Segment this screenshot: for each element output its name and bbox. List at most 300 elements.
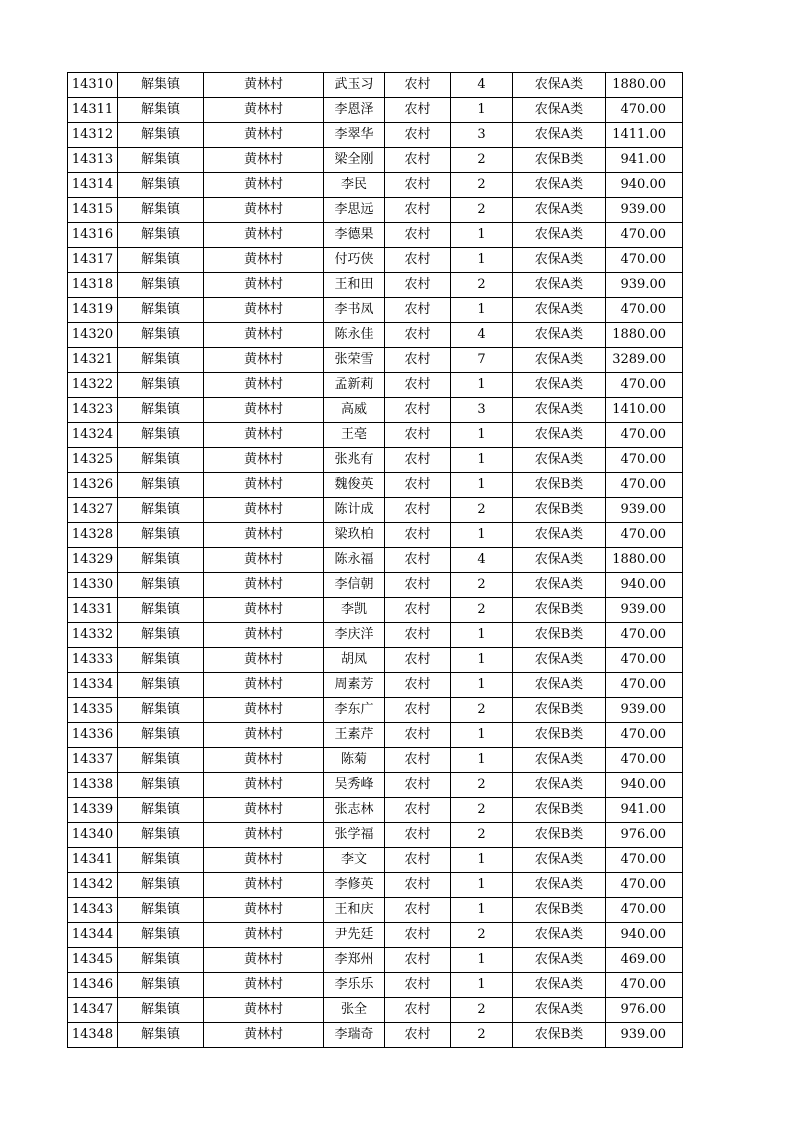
- cell-town: 解集镇: [118, 823, 204, 848]
- cell-count: 3: [451, 123, 513, 148]
- table-row: [68, 448, 683, 473]
- cell-amount: 1880.00: [606, 73, 683, 98]
- cell-town: 解集镇: [118, 373, 204, 398]
- cell-name: 李信朝: [324, 573, 385, 598]
- cell-town: 解集镇: [118, 973, 204, 998]
- cell-category: 农保A类: [513, 673, 606, 698]
- cell-amount: 1410.00: [606, 398, 683, 423]
- cell-count: 1: [451, 473, 513, 498]
- cell-amount: 940.00: [606, 573, 683, 598]
- cell-category: 农保A类: [513, 348, 606, 373]
- cell-id: 14319: [68, 298, 118, 323]
- cell-name: 李德果: [324, 223, 385, 248]
- table-row: [68, 98, 683, 123]
- cell-count: 2: [451, 773, 513, 798]
- cell-amount: 939.00: [606, 1023, 683, 1048]
- cell-town: 解集镇: [118, 348, 204, 373]
- cell-category: 农保A类: [513, 423, 606, 448]
- cell-name: 李文: [324, 848, 385, 873]
- cell-name: 李东广: [324, 698, 385, 723]
- cell-name: 王素芹: [324, 723, 385, 748]
- cell-name: 李恩泽: [324, 98, 385, 123]
- cell-category: 农保A类: [513, 398, 606, 423]
- cell-town: 解集镇: [118, 623, 204, 648]
- cell-amount: 470.00: [606, 98, 683, 123]
- cell-village: 黄林村: [204, 773, 324, 798]
- cell-village: 黄林村: [204, 573, 324, 598]
- table-row: [68, 748, 683, 773]
- cell-type: 农村: [385, 423, 451, 448]
- cell-amount: 939.00: [606, 198, 683, 223]
- cell-amount: 470.00: [606, 723, 683, 748]
- cell-amount: 940.00: [606, 773, 683, 798]
- cell-type: 农村: [385, 123, 451, 148]
- cell-count: 3: [451, 398, 513, 423]
- cell-amount: 470.00: [606, 473, 683, 498]
- cell-name: 付巧侠: [324, 248, 385, 273]
- cell-town: 解集镇: [118, 123, 204, 148]
- cell-count: 1: [451, 448, 513, 473]
- cell-id: 14329: [68, 548, 118, 573]
- cell-category: 农保A类: [513, 573, 606, 598]
- cell-count: 7: [451, 348, 513, 373]
- cell-id: 14321: [68, 348, 118, 373]
- cell-amount: 470.00: [606, 748, 683, 773]
- cell-village: 黄林村: [204, 273, 324, 298]
- cell-name: 李民: [324, 173, 385, 198]
- cell-town: 解集镇: [118, 448, 204, 473]
- cell-town: 解集镇: [118, 673, 204, 698]
- cell-type: 农村: [385, 598, 451, 623]
- cell-town: 解集镇: [118, 223, 204, 248]
- cell-village: 黄林村: [204, 723, 324, 748]
- cell-id: 14338: [68, 773, 118, 798]
- cell-id: 14348: [68, 1023, 118, 1048]
- cell-type: 农村: [385, 823, 451, 848]
- cell-town: 解集镇: [118, 898, 204, 923]
- cell-type: 农村: [385, 498, 451, 523]
- table-row: [68, 198, 683, 223]
- cell-name: 李乐乐: [324, 973, 385, 998]
- cell-id: 14328: [68, 523, 118, 548]
- cell-name: 陈永佳: [324, 323, 385, 348]
- table-row: [68, 723, 683, 748]
- cell-id: 14311: [68, 98, 118, 123]
- cell-id: 14336: [68, 723, 118, 748]
- cell-village: 黄林村: [204, 948, 324, 973]
- cell-name: 李思远: [324, 198, 385, 223]
- cell-town: 解集镇: [118, 298, 204, 323]
- cell-town: 解集镇: [118, 948, 204, 973]
- cell-type: 农村: [385, 648, 451, 673]
- cell-village: 黄林村: [204, 373, 324, 398]
- cell-type: 农村: [385, 398, 451, 423]
- cell-type: 农村: [385, 798, 451, 823]
- cell-village: 黄林村: [204, 523, 324, 548]
- cell-id: 14339: [68, 798, 118, 823]
- cell-id: 14317: [68, 248, 118, 273]
- cell-type: 农村: [385, 773, 451, 798]
- table-row: [68, 898, 683, 923]
- cell-amount: 470.00: [606, 373, 683, 398]
- cell-amount: 1411.00: [606, 123, 683, 148]
- cell-amount: 1880.00: [606, 548, 683, 573]
- cell-amount: 469.00: [606, 948, 683, 973]
- cell-id: 14340: [68, 823, 118, 848]
- cell-category: 农保A类: [513, 748, 606, 773]
- cell-type: 农村: [385, 273, 451, 298]
- cell-id: 14323: [68, 398, 118, 423]
- cell-type: 农村: [385, 873, 451, 898]
- cell-id: 14343: [68, 898, 118, 923]
- cell-id: 14331: [68, 598, 118, 623]
- table-row: [68, 873, 683, 898]
- cell-category: 农保A类: [513, 873, 606, 898]
- cell-amount: 470.00: [606, 248, 683, 273]
- cell-id: 14346: [68, 973, 118, 998]
- cell-id: 14341: [68, 848, 118, 873]
- table-row: [68, 598, 683, 623]
- table-row: [68, 998, 683, 1023]
- cell-category: 农保A类: [513, 298, 606, 323]
- table-row: [68, 123, 683, 148]
- cell-town: 解集镇: [118, 723, 204, 748]
- cell-count: 2: [451, 273, 513, 298]
- cell-count: 1: [451, 223, 513, 248]
- table-body: [68, 73, 683, 1048]
- cell-town: 解集镇: [118, 848, 204, 873]
- cell-town: 解集镇: [118, 148, 204, 173]
- cell-category: 农保B类: [513, 598, 606, 623]
- cell-town: 解集镇: [118, 523, 204, 548]
- table-row: [68, 623, 683, 648]
- cell-category: 农保B类: [513, 473, 606, 498]
- cell-category: 农保B类: [513, 898, 606, 923]
- cell-category: 农保A类: [513, 323, 606, 348]
- cell-village: 黄林村: [204, 798, 324, 823]
- cell-name: 李庆洋: [324, 623, 385, 648]
- cell-amount: 470.00: [606, 448, 683, 473]
- cell-village: 黄林村: [204, 548, 324, 573]
- cell-category: 农保A类: [513, 198, 606, 223]
- cell-count: 1: [451, 848, 513, 873]
- cell-type: 农村: [385, 73, 451, 98]
- cell-name: 王亳: [324, 423, 385, 448]
- cell-count: 1: [451, 748, 513, 773]
- cell-count: 4: [451, 73, 513, 98]
- cell-name: 王和田: [324, 273, 385, 298]
- cell-type: 农村: [385, 173, 451, 198]
- cell-count: 1: [451, 373, 513, 398]
- table-row: [68, 773, 683, 798]
- cell-amount: 941.00: [606, 148, 683, 173]
- table-row: [68, 973, 683, 998]
- cell-count: 2: [451, 998, 513, 1023]
- cell-name: 李凯: [324, 598, 385, 623]
- cell-count: 1: [451, 898, 513, 923]
- cell-name: 陈菊: [324, 748, 385, 773]
- cell-village: 黄林村: [204, 923, 324, 948]
- cell-village: 黄林村: [204, 123, 324, 148]
- cell-id: 14322: [68, 373, 118, 398]
- cell-type: 农村: [385, 973, 451, 998]
- cell-category: 农保B类: [513, 698, 606, 723]
- cell-type: 农村: [385, 723, 451, 748]
- cell-amount: 940.00: [606, 923, 683, 948]
- cell-village: 黄林村: [204, 348, 324, 373]
- cell-town: 解集镇: [118, 323, 204, 348]
- cell-count: 2: [451, 923, 513, 948]
- cell-count: 1: [451, 423, 513, 448]
- cell-village: 黄林村: [204, 298, 324, 323]
- cell-category: 农保A类: [513, 223, 606, 248]
- cell-type: 农村: [385, 348, 451, 373]
- cell-amount: 1880.00: [606, 323, 683, 348]
- cell-name: 胡凤: [324, 648, 385, 673]
- cell-town: 解集镇: [118, 1023, 204, 1048]
- cell-village: 黄林村: [204, 248, 324, 273]
- cell-amount: 939.00: [606, 273, 683, 298]
- cell-category: 农保A类: [513, 548, 606, 573]
- cell-village: 黄林村: [204, 973, 324, 998]
- table-row: [68, 798, 683, 823]
- cell-amount: 470.00: [606, 423, 683, 448]
- table-row: [68, 273, 683, 298]
- cell-count: 1: [451, 648, 513, 673]
- cell-town: 解集镇: [118, 798, 204, 823]
- table-row: [68, 673, 683, 698]
- cell-count: 1: [451, 248, 513, 273]
- cell-count: 2: [451, 798, 513, 823]
- table-row: [68, 73, 683, 98]
- table-row: [68, 173, 683, 198]
- cell-type: 农村: [385, 448, 451, 473]
- cell-name: 李瑞奇: [324, 1023, 385, 1048]
- cell-type: 农村: [385, 1023, 451, 1048]
- cell-town: 解集镇: [118, 98, 204, 123]
- cell-category: 农保A类: [513, 773, 606, 798]
- cell-town: 解集镇: [118, 598, 204, 623]
- cell-category: 农保A类: [513, 948, 606, 973]
- cell-id: 14330: [68, 573, 118, 598]
- cell-village: 黄林村: [204, 423, 324, 448]
- cell-id: 14345: [68, 948, 118, 973]
- cell-count: 2: [451, 198, 513, 223]
- cell-village: 黄林村: [204, 698, 324, 723]
- cell-amount: 976.00: [606, 823, 683, 848]
- cell-amount: 470.00: [606, 523, 683, 548]
- table-row: [68, 223, 683, 248]
- cell-name: 陈计成: [324, 498, 385, 523]
- cell-village: 黄林村: [204, 823, 324, 848]
- cell-name: 张荣雪: [324, 348, 385, 373]
- cell-type: 农村: [385, 523, 451, 548]
- cell-type: 农村: [385, 998, 451, 1023]
- cell-name: 孟新莉: [324, 373, 385, 398]
- cell-village: 黄林村: [204, 748, 324, 773]
- cell-count: 4: [451, 548, 513, 573]
- cell-type: 农村: [385, 373, 451, 398]
- cell-id: 14314: [68, 173, 118, 198]
- cell-type: 农村: [385, 748, 451, 773]
- cell-category: 农保A类: [513, 73, 606, 98]
- cell-count: 2: [451, 498, 513, 523]
- cell-category: 农保A类: [513, 998, 606, 1023]
- cell-town: 解集镇: [118, 173, 204, 198]
- cell-town: 解集镇: [118, 923, 204, 948]
- cell-count: 2: [451, 1023, 513, 1048]
- cell-type: 农村: [385, 848, 451, 873]
- cell-category: 农保B类: [513, 823, 606, 848]
- cell-type: 农村: [385, 148, 451, 173]
- cell-town: 解集镇: [118, 698, 204, 723]
- cell-name: 张志林: [324, 798, 385, 823]
- table-row: [68, 398, 683, 423]
- table-row: [68, 148, 683, 173]
- table-row: [68, 473, 683, 498]
- table-row: [68, 848, 683, 873]
- cell-amount: 470.00: [606, 898, 683, 923]
- cell-amount: 976.00: [606, 998, 683, 1023]
- cell-id: 14347: [68, 998, 118, 1023]
- cell-town: 解集镇: [118, 423, 204, 448]
- cell-village: 黄林村: [204, 323, 324, 348]
- cell-count: 1: [451, 623, 513, 648]
- cell-amount: 939.00: [606, 598, 683, 623]
- cell-town: 解集镇: [118, 273, 204, 298]
- cell-category: 农保B类: [513, 798, 606, 823]
- cell-name: 梁玖柏: [324, 523, 385, 548]
- table-row: [68, 548, 683, 573]
- cell-category: 农保A类: [513, 523, 606, 548]
- cell-id: 14324: [68, 423, 118, 448]
- cell-name: 张学福: [324, 823, 385, 848]
- cell-amount: 470.00: [606, 298, 683, 323]
- cell-count: 2: [451, 698, 513, 723]
- cell-town: 解集镇: [118, 648, 204, 673]
- cell-village: 黄林村: [204, 473, 324, 498]
- cell-category: 农保A类: [513, 123, 606, 148]
- cell-id: 14337: [68, 748, 118, 773]
- table-row: [68, 923, 683, 948]
- cell-category: 农保A类: [513, 273, 606, 298]
- cell-type: 农村: [385, 248, 451, 273]
- cell-name: 李郑州: [324, 948, 385, 973]
- cell-village: 黄林村: [204, 148, 324, 173]
- cell-town: 解集镇: [118, 873, 204, 898]
- cell-id: 14310: [68, 73, 118, 98]
- cell-type: 农村: [385, 673, 451, 698]
- cell-amount: 470.00: [606, 673, 683, 698]
- cell-village: 黄林村: [204, 223, 324, 248]
- cell-category: 农保B类: [513, 623, 606, 648]
- cell-name: 张全: [324, 998, 385, 1023]
- cell-count: 1: [451, 873, 513, 898]
- cell-id: 14332: [68, 623, 118, 648]
- cell-town: 解集镇: [118, 773, 204, 798]
- cell-town: 解集镇: [118, 748, 204, 773]
- cell-id: 14315: [68, 198, 118, 223]
- cell-name: 李修英: [324, 873, 385, 898]
- cell-category: 农保B类: [513, 723, 606, 748]
- cell-type: 农村: [385, 623, 451, 648]
- cell-amount: 470.00: [606, 223, 683, 248]
- cell-village: 黄林村: [204, 598, 324, 623]
- cell-type: 农村: [385, 548, 451, 573]
- cell-town: 解集镇: [118, 998, 204, 1023]
- cell-village: 黄林村: [204, 198, 324, 223]
- cell-type: 农村: [385, 898, 451, 923]
- cell-amount: 470.00: [606, 648, 683, 673]
- cell-category: 农保A类: [513, 448, 606, 473]
- cell-village: 黄林村: [204, 873, 324, 898]
- cell-id: 14326: [68, 473, 118, 498]
- cell-amount: 470.00: [606, 873, 683, 898]
- cell-category: 农保A类: [513, 848, 606, 873]
- cell-category: 农保A类: [513, 173, 606, 198]
- cell-category: 农保A类: [513, 973, 606, 998]
- cell-amount: 940.00: [606, 173, 683, 198]
- cell-count: 2: [451, 148, 513, 173]
- cell-amount: 470.00: [606, 848, 683, 873]
- cell-count: 2: [451, 598, 513, 623]
- cell-count: 2: [451, 823, 513, 848]
- cell-town: 解集镇: [118, 548, 204, 573]
- cell-name: 陈永福: [324, 548, 385, 573]
- cell-category: 农保A类: [513, 648, 606, 673]
- cell-category: 农保A类: [513, 373, 606, 398]
- cell-town: 解集镇: [118, 73, 204, 98]
- cell-id: 14333: [68, 648, 118, 673]
- cell-town: 解集镇: [118, 473, 204, 498]
- table-row: [68, 948, 683, 973]
- cell-town: 解集镇: [118, 398, 204, 423]
- cell-name: 梁全刚: [324, 148, 385, 173]
- table-row: [68, 1023, 683, 1048]
- table-row: [68, 348, 683, 373]
- cell-village: 黄林村: [204, 848, 324, 873]
- cell-village: 黄林村: [204, 623, 324, 648]
- cell-count: 1: [451, 673, 513, 698]
- cell-count: 4: [451, 323, 513, 348]
- cell-count: 1: [451, 98, 513, 123]
- cell-amount: 3289.00: [606, 348, 683, 373]
- cell-name: 高威: [324, 398, 385, 423]
- cell-id: 14335: [68, 698, 118, 723]
- cell-village: 黄林村: [204, 173, 324, 198]
- cell-village: 黄林村: [204, 498, 324, 523]
- cell-amount: 939.00: [606, 698, 683, 723]
- cell-name: 尹先廷: [324, 923, 385, 948]
- cell-id: 14312: [68, 123, 118, 148]
- cell-category: 农保A类: [513, 923, 606, 948]
- cell-type: 农村: [385, 573, 451, 598]
- cell-village: 黄林村: [204, 98, 324, 123]
- data-table: [67, 72, 683, 1048]
- cell-name: 李翠华: [324, 123, 385, 148]
- cell-amount: 939.00: [606, 498, 683, 523]
- cell-amount: 470.00: [606, 623, 683, 648]
- table-row: [68, 323, 683, 348]
- cell-village: 黄林村: [204, 1023, 324, 1048]
- cell-type: 农村: [385, 323, 451, 348]
- cell-id: 14344: [68, 923, 118, 948]
- cell-category: 农保B类: [513, 148, 606, 173]
- cell-id: 14342: [68, 873, 118, 898]
- table-row: [68, 573, 683, 598]
- table-row: [68, 523, 683, 548]
- cell-id: 14327: [68, 498, 118, 523]
